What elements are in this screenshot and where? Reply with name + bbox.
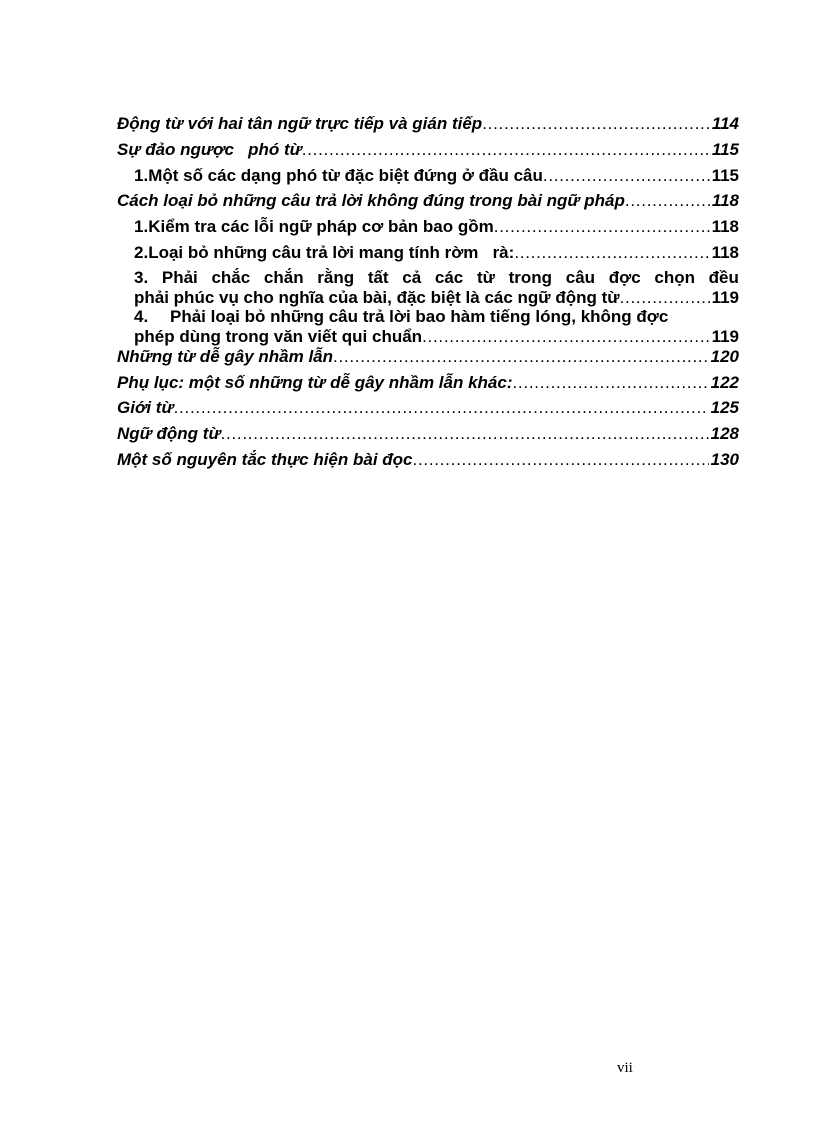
toc-entry-title-continued: phải phúc vụ cho nghĩa của bài, đặc biệt là các ngữ động từ xyxy=(134,287,620,307)
toc-entry[interactable] xyxy=(117,398,739,424)
word: đợc xyxy=(608,267,641,287)
word: tất xyxy=(367,267,389,287)
toc-entry-page: 118 xyxy=(711,191,739,211)
toc-entry[interactable] xyxy=(117,191,739,217)
word: Phải xyxy=(161,267,198,287)
toc-entry-page: 125 xyxy=(710,398,739,418)
toc-entry[interactable] xyxy=(117,424,739,450)
dot-leader xyxy=(512,373,708,393)
toc-entry-line-1 xyxy=(134,269,739,287)
dot-leader xyxy=(543,166,710,186)
toc-entry-page: 115 xyxy=(711,165,739,185)
toc-entry-line-2 xyxy=(134,287,739,308)
toc-entry-number: 2. xyxy=(134,242,149,262)
dot-leader xyxy=(174,398,709,418)
toc-entry-page: 120 xyxy=(710,346,739,366)
toc-entry-title: Phụ lục: một số những từ dễ gây nhầm lẫn khác: xyxy=(117,372,513,392)
toc-entry-line-2 xyxy=(134,326,739,347)
word: đều xyxy=(708,267,739,287)
word: cả xyxy=(402,267,422,287)
dot-leader xyxy=(413,450,709,470)
dot-leader xyxy=(422,326,710,347)
toc-entry-title: Một số các dạng phó từ đặc biệt đứng ở đầu câu xyxy=(148,165,543,185)
toc-subentry-multiline[interactable] xyxy=(117,308,739,347)
dot-leader xyxy=(302,140,710,160)
toc-entry-title: Sự đảo ngược phó từ xyxy=(117,139,302,159)
toc-entry-page: 118 xyxy=(711,217,739,237)
toc-entry-title: Cách loại bỏ những câu trả lời không đúng trong bài ngữ pháp xyxy=(117,191,625,211)
word: chắn xyxy=(263,267,304,287)
toc-entry-number: 4. xyxy=(134,306,149,326)
word: câu xyxy=(565,267,596,287)
toc-entry-page: 114 xyxy=(711,114,739,133)
toc-entry-page: 119 xyxy=(711,287,739,307)
word: các xyxy=(434,267,464,287)
toc-entry-title: Ngữ động từ xyxy=(117,424,221,444)
word: rằng xyxy=(317,267,355,287)
toc-entry-page: 122 xyxy=(710,372,739,392)
toc-entry-number: 1. xyxy=(134,165,149,185)
dot-leader xyxy=(620,287,710,308)
toc-entry[interactable] xyxy=(117,450,739,476)
toc-entry-title: Kiểm tra các lỗi ngữ pháp cơ bản bao gồm xyxy=(148,217,494,237)
toc-entry-title: Giới từ xyxy=(117,398,174,418)
toc-entry[interactable] xyxy=(117,140,739,166)
toc-entry-title: Phải loại bỏ những câu trả lời bao hàm tiếng lóng, không đợc xyxy=(170,306,669,326)
toc-entry-title: Những từ dễ gây nhầm lẫn xyxy=(117,346,334,366)
dot-leader xyxy=(494,217,710,237)
dot-leader xyxy=(333,347,709,367)
toc-entry[interactable] xyxy=(117,373,739,399)
toc-subentry[interactable] xyxy=(117,166,739,192)
toc-entry-title: Một số nguyên tắc thực hiện bài đọc xyxy=(117,449,413,469)
toc-entry-page: 119 xyxy=(711,326,739,346)
toc-entry-number: 3. xyxy=(134,267,149,287)
toc-subentry[interactable] xyxy=(117,243,739,269)
toc-entry-page: 128 xyxy=(710,424,739,444)
dot-leader xyxy=(625,191,710,211)
dot-leader xyxy=(514,243,709,263)
toc-subentry[interactable] xyxy=(117,217,739,243)
toc-entry-title: Loại bỏ những câu trả lời mang tính rờm rà: xyxy=(148,242,515,262)
toc-entry-line-1 xyxy=(134,308,739,326)
toc-entry-page: 115 xyxy=(711,139,739,159)
toc-entry-page: 130 xyxy=(710,449,739,469)
toc-entry[interactable] xyxy=(117,114,739,140)
word: chắc xyxy=(211,267,251,287)
toc-entry[interactable] xyxy=(117,347,739,373)
toc-entry-page: 118 xyxy=(711,242,739,262)
dot-leader xyxy=(221,424,709,444)
dot-leader xyxy=(482,114,710,134)
toc-entry-number: 1. xyxy=(134,217,149,237)
page-number: vii xyxy=(617,1060,633,1076)
toc-entry-title: Động từ với hai tân ngữ trực tiếp và gián tiếp xyxy=(117,114,483,133)
toc-subentry-multiline[interactable] xyxy=(117,269,739,308)
word: trong xyxy=(508,267,553,287)
table-of-contents xyxy=(117,114,739,476)
word: chọn xyxy=(654,267,695,287)
word: từ xyxy=(476,267,495,287)
toc-entry-title-continued: phép dùng trong văn viết qui chuẩn xyxy=(134,326,423,346)
